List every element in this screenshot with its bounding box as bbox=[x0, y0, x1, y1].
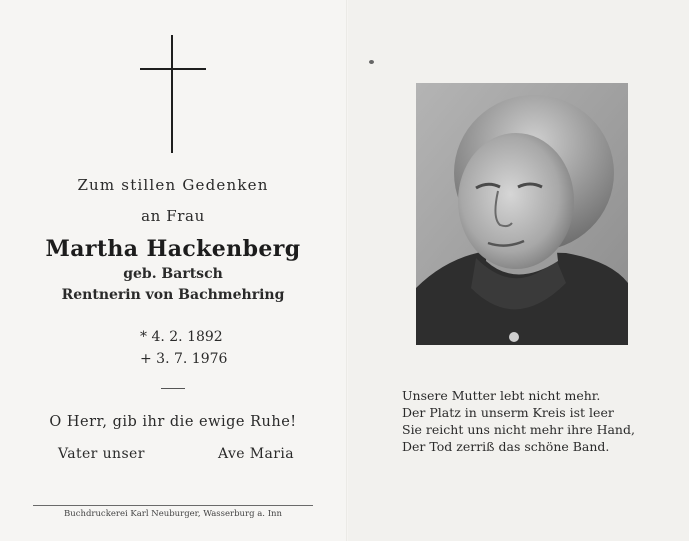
portrait-photo bbox=[416, 83, 628, 345]
verse-line: Der Tod zerriß das schöne Band. bbox=[402, 439, 610, 454]
prayer-vater-unser: Vater unser bbox=[58, 446, 145, 462]
prayer-ave-maria: Ave Maria bbox=[218, 446, 294, 462]
deceased-name: Martha Hackenberg bbox=[45, 236, 301, 262]
occupation: Rentnerin von Bachmehring bbox=[61, 287, 285, 303]
verse-line: Unsere Mutter lebt nicht mehr. bbox=[402, 388, 601, 403]
life-dates bbox=[140, 326, 227, 370]
memorial-verse bbox=[402, 387, 635, 455]
printer-divider bbox=[33, 505, 313, 506]
paper-speck bbox=[369, 60, 374, 64]
prayer-line: O Herr, gib ihr die ewige Ruhe! bbox=[49, 414, 297, 430]
birth-name: geb. Bartsch bbox=[123, 266, 223, 282]
verse-line: Der Platz in unserm Kreis ist leer bbox=[402, 405, 614, 420]
verse-line: Sie reicht uns nicht mehr ihre Hand, bbox=[402, 422, 635, 437]
death-date: + 3. 7. 1976 bbox=[140, 351, 228, 367]
divider bbox=[161, 388, 185, 389]
salutation: an Frau bbox=[141, 207, 205, 225]
birth-date: * 4. 2. 1892 bbox=[140, 329, 223, 345]
cross-icon bbox=[140, 35, 206, 153]
printer-imprint: Buchdruckerei Karl Neuburger, Wasserburg a. Inn bbox=[64, 509, 282, 519]
card-subtitle: Zum stillen Gedenken bbox=[77, 176, 269, 194]
